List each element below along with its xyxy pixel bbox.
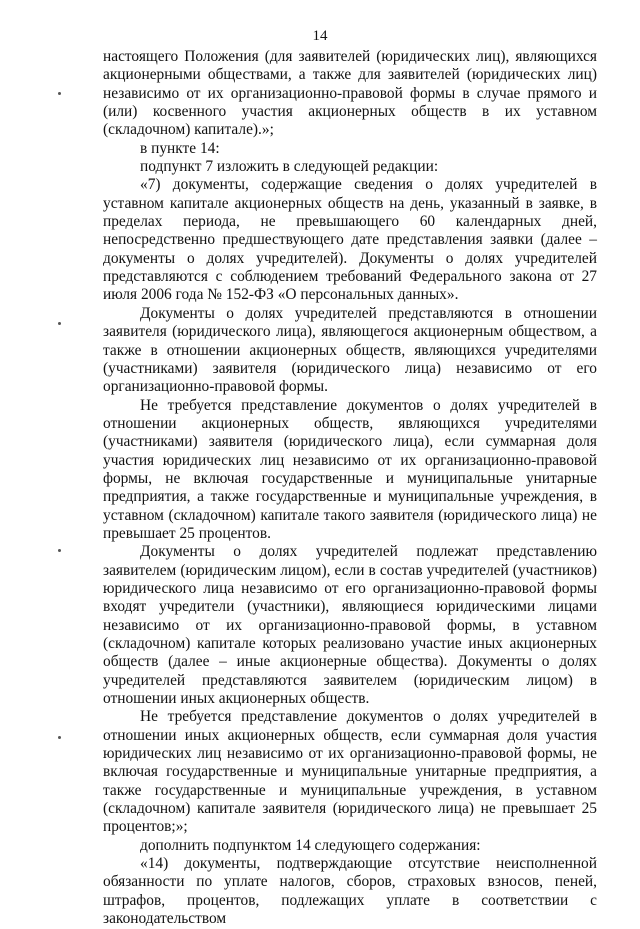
margin-mark — [58, 549, 61, 552]
paragraph: в пункте 14: — [140, 139, 220, 157]
paragraph: Не требуется представление документов о долях учредителей в отношении иных акционерных обществ, если суммарная доля участия юридических лиц независимо от их организационно-правовой формы, не включая государственные и муниципальные унитарные предприятия, а также государственные и муниципальные учреждения, в уставном (складочном) капитале заявителя (юридического лица) не превышает 25 процентов;»; — [103, 708, 597, 836]
margin-mark — [58, 92, 61, 95]
paragraph: Документы о долях учредителей подлежат представлению заявителем (юридическим лицом), если в состав учредителей (участников) юридического лица независимо от его организационно-правовой формы входят учредители (участники), являющиеся юридическими лицами независимо от их организационно-правовой формы, в уставном (складочном) капитале которых реализовано участие иных акционерных обществ (далее – иные акционерные общества). Документы о долях учредителей представляются заявителем (юридическим лицом) в отношении иных акционерных обществ. — [103, 543, 597, 708]
paragraph: дополнить подпунктом 14 следующего содержания: — [140, 836, 481, 854]
paragraph: «7) документы, содержащие сведения о долях учредителей в уставном капитале акционерных обществ на день, указанный в заявке, в пределах периода, не превышающего 60 календарных дней, непосредственно предшествующего дате представления заявки (далее – документы о долях учредителей). Документы о долях учредителей представляются с соблюдением требований Федерального закона от 27 июля 2006 года № 152-ФЗ «О персональных данных». — [103, 176, 597, 304]
paragraph: «14) документы, подтверждающие отсутствие неисполненной обязанности по уплате налогов, сборов, страховых взносов, пеней, штрафов, процентов, подлежащих уплате в соответствии с законодательством — [103, 855, 597, 928]
paragraph: подпункт 7 изложить в следующей редакции: — [140, 158, 439, 176]
document-body — [103, 48, 597, 929]
margin-mark — [58, 322, 61, 325]
paragraph: настоящего Положения (для заявителей (юридических лиц), являющихся акционерными обществами, а также для заявителей (юридических лиц) независимо от их организационно-правовой формы в случае прямого и (или) косвенного участия акционерных обществ в их уставном (складочном) капитале).»; — [103, 48, 597, 139]
paragraph: Документы о долях учредителей представляются в отношении заявителя (юридического лица), являющегося акционерным обществом, а также в отношении акционерных обществ, являющихся учредителями (участниками) заявителя (юридического лица) независимо от его организационно-правовой формы. — [103, 304, 597, 396]
paragraph: Не требуется представление документов о долях учредителей в отношении акционерных обществ, являющихся учредителями (участниками) заявителя (юридического лица), если суммарная доля участия юридических лиц независимо от их организационно-правовой формы, не включая государственные и муниципальные унитарные предприятия, а также государственные и муниципальные учреждения, в уставном (складочном) капитале такого заявителя (юридического лица) не превышает 25 процентов. — [103, 396, 597, 542]
margin-mark — [58, 736, 61, 739]
page-number: 14 — [312, 28, 328, 44]
